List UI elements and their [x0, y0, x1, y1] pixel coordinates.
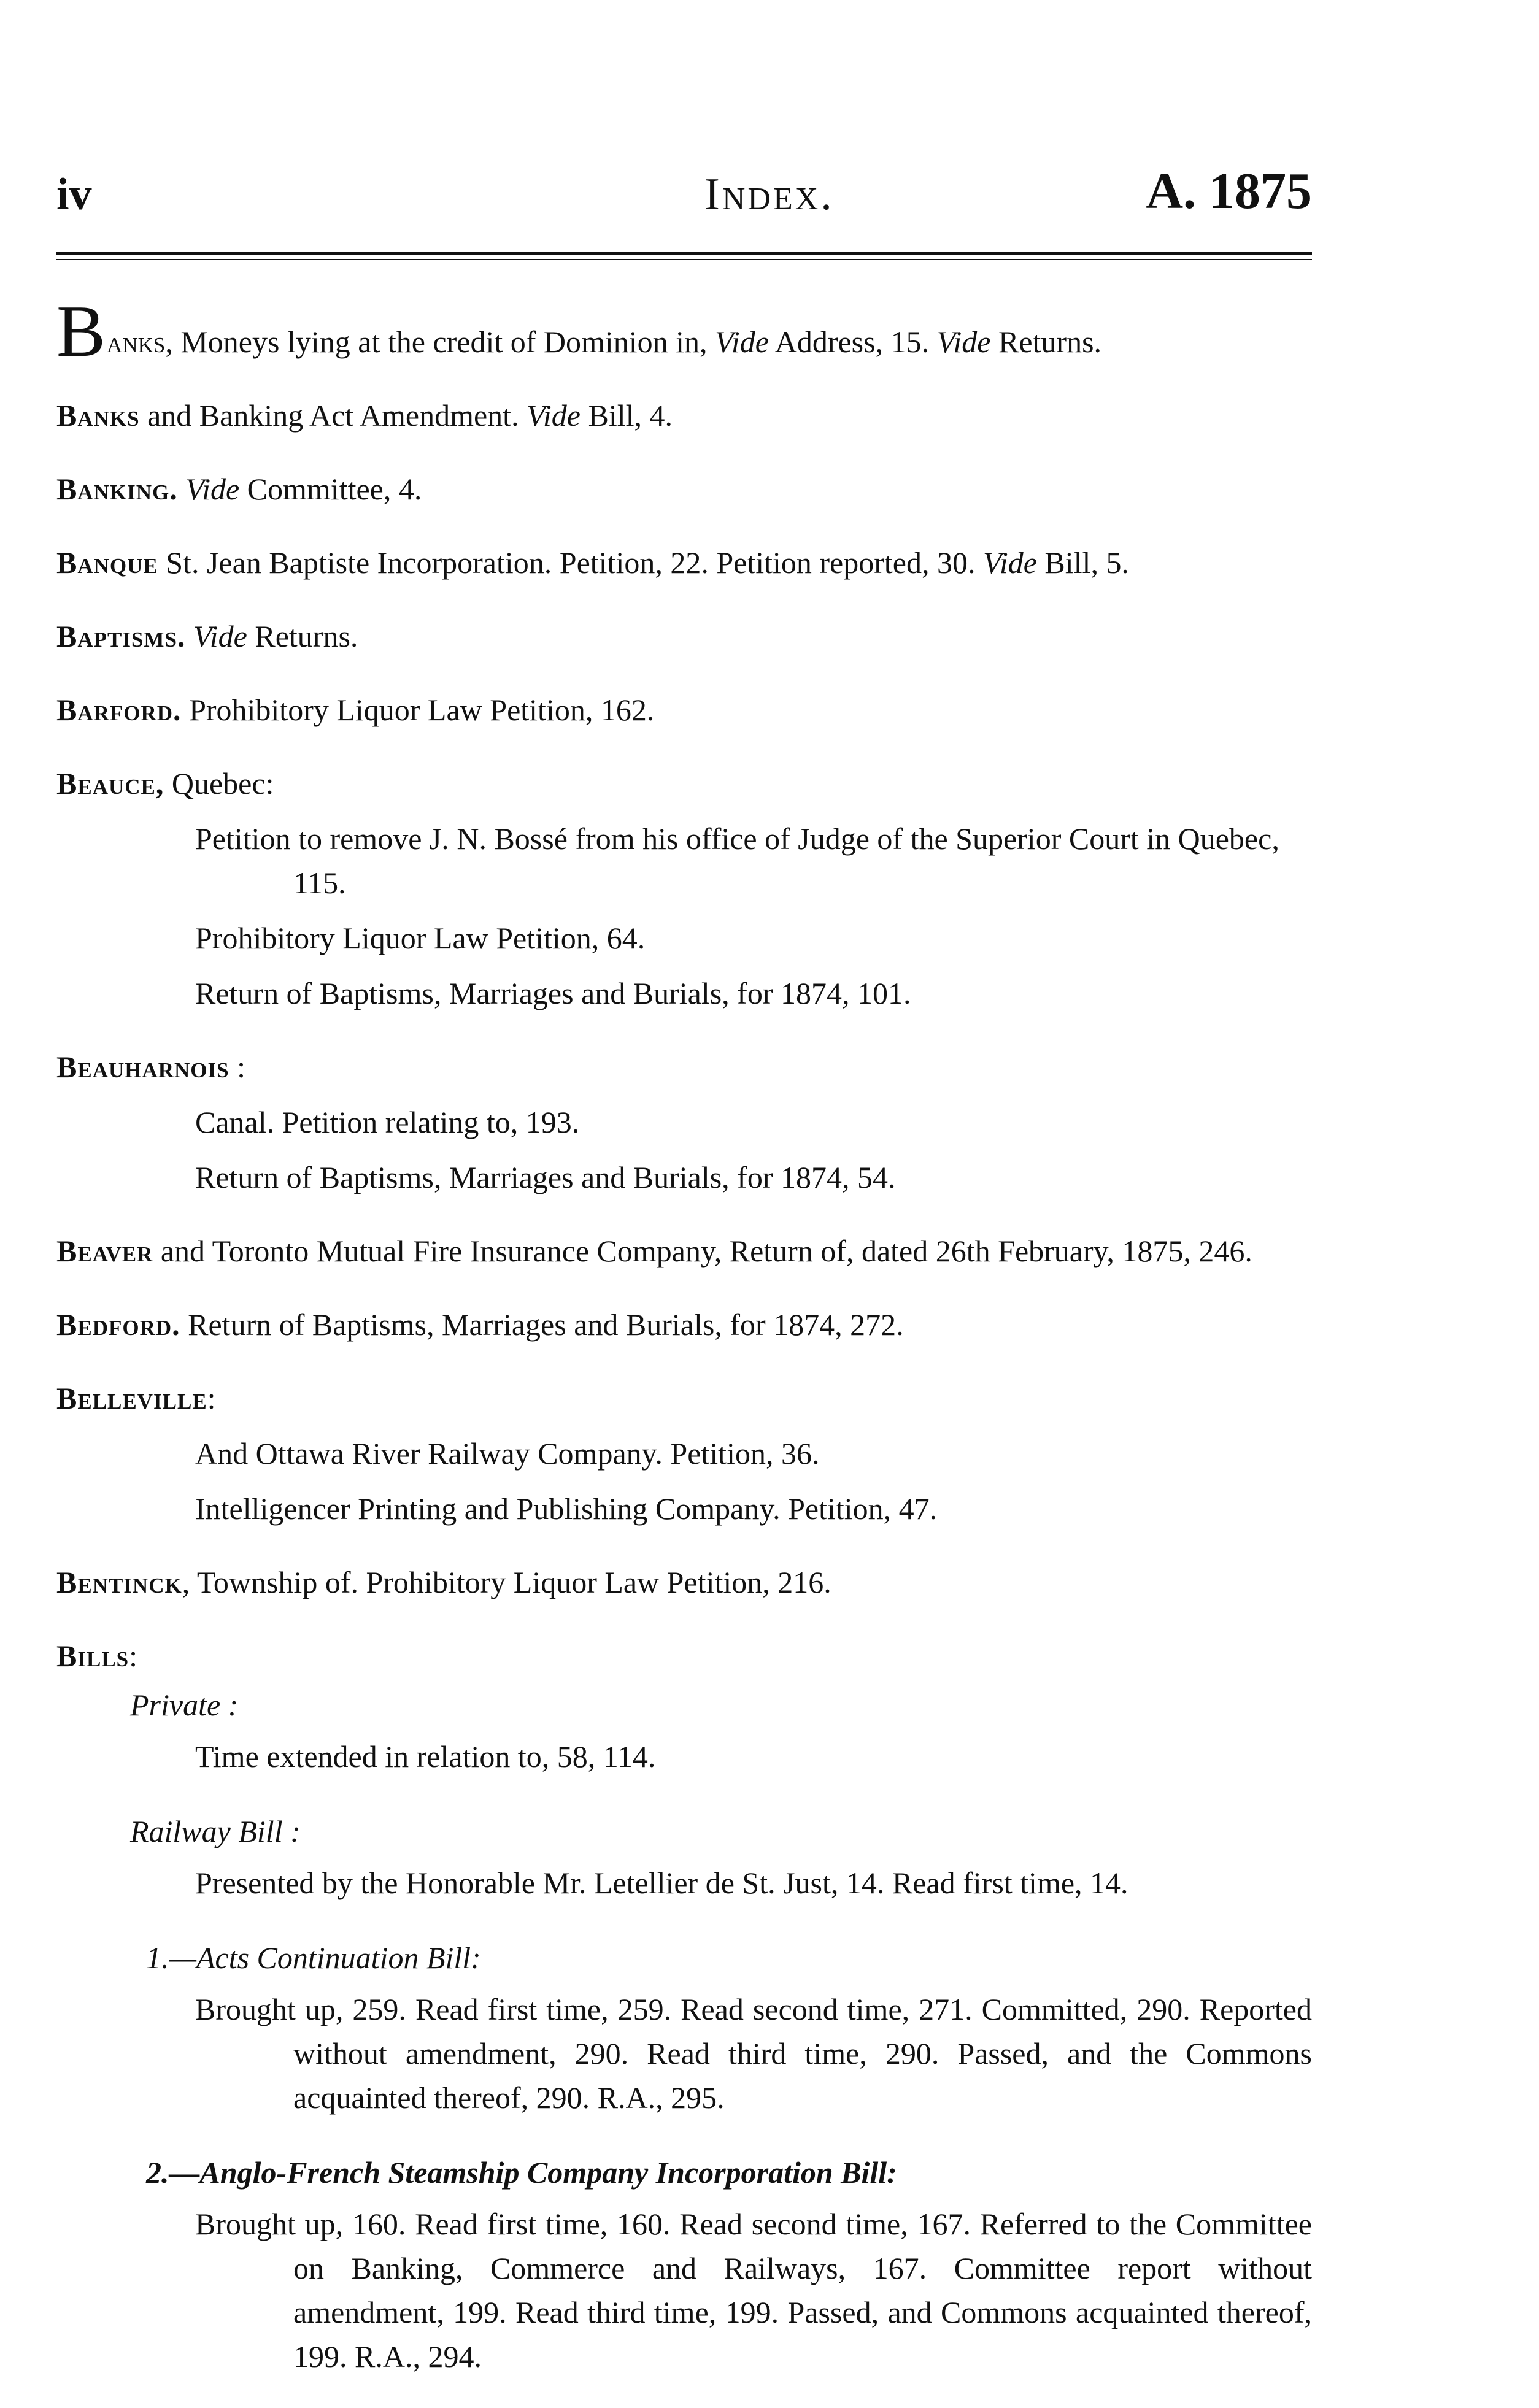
entry-head: Barford.: [56, 693, 182, 727]
entry-head: Belleville: [56, 1381, 207, 1415]
sub-entry: Intelligencer Printing and Publishing Company. Petition, 47.: [195, 1491, 938, 1526]
sub-entry: Return of Baptisms, Marriages and Burials, for 1874, 101.: [195, 976, 911, 1010]
entry-text: :: [207, 1381, 216, 1415]
entry-head: Beauce,: [56, 766, 164, 801]
entry-text: :: [129, 1639, 138, 1673]
entry-text: Address, 15.: [768, 325, 937, 359]
entry-text: Quebec:: [164, 766, 274, 801]
entry-head: Banks: [56, 398, 140, 433]
entry-baptisms: [56, 614, 1312, 658]
bills-private-heading: Private :: [130, 1688, 239, 1722]
entry-text: Bill, 5.: [1036, 545, 1129, 580]
vide-ref: Vide: [983, 545, 1037, 580]
vide-ref: Vide: [526, 398, 580, 433]
entry-text: , Township of. Prohibitory Liquor Law Petition, 216.: [182, 1565, 831, 1599]
page-year: A. 1875: [1146, 163, 1312, 220]
bill-1-text: Brought up, 259. Read first time, 259. Read second time, 271. Committed, 290. Reported without amendment, 290. Read third time, 290. Passed, and the Commons acquainted thereof, 290. R.A., 295.: [195, 1992, 1312, 2115]
bill-1-heading: 1.—Acts Continuation Bill:: [146, 1941, 481, 1975]
drop-cap: B: [56, 290, 106, 372]
bills-private-text: Time extended in relation to, 58, 114.: [195, 1739, 656, 1774]
entry-head: Banque: [56, 545, 158, 580]
entry-beaver: [56, 1229, 1312, 1273]
sub-entry: And Ottawa River Railway Company. Petition, 36.: [195, 1436, 820, 1471]
entry-barford: [56, 688, 1312, 732]
entry-beauce: [56, 761, 1312, 1015]
entry-text: Returns.: [990, 325, 1102, 359]
vide-ref: Vide: [193, 619, 247, 653]
sub-entry: Canal. Petition relating to, 193.: [195, 1105, 580, 1139]
entry-bedford: [56, 1302, 1312, 1347]
entry-head: Bills: [56, 1639, 129, 1673]
entry-text: Prohibitory Liquor Law Petition, 162.: [181, 693, 655, 727]
sub-entry: Petition to remove J. N. Bossé from his office of Judge of the Superior Court in Quebec, 115.: [195, 821, 1279, 900]
page-number: iv: [56, 169, 92, 220]
entry-head: Beauharnois: [56, 1050, 230, 1084]
entry-banks: [56, 290, 1312, 372]
entry-text: and Toronto Mutual Fire Insurance Company, Return of, dated 26th February, 1875, 246.: [153, 1234, 1252, 1268]
entry-head: Baptisms.: [56, 619, 186, 653]
entry-bills: [56, 1634, 1312, 2379]
entry-head: Banking.: [56, 472, 178, 506]
page-title: Index.: [704, 169, 835, 220]
sub-entry: Prohibitory Liquor Law Petition, 64.: [195, 921, 646, 955]
entry-banque: [56, 540, 1312, 585]
entry-text: Committee, 4.: [239, 472, 422, 506]
sub-entry: Return of Baptisms, Marriages and Burials, for 1874, 54.: [195, 1160, 896, 1194]
bills-railway-heading: Railway Bill :: [130, 1814, 301, 1848]
bill-2-heading: 2.—Anglo-French Steamship Company Incorporation Bill:: [146, 2155, 897, 2190]
header-rule-thick: [56, 252, 1312, 255]
vide-ref: Vide: [715, 325, 769, 359]
entry-head: anks: [107, 325, 166, 359]
vide-ref: Vide: [936, 325, 991, 359]
entry-head: Bentinck: [56, 1565, 182, 1599]
entry-text: :: [229, 1050, 246, 1084]
bill-2-text: Brought up, 160. Read first time, 160. Read second time, 167. Referred to the Committee on Banking, Commerce and Railways, 167. Committee report without amendment, 199. Read third time, 199. Passed, and Commons acquainted thereof, 199. R.A., 294.: [195, 2207, 1312, 2374]
index-body: [56, 290, 1312, 2408]
entry-text: and Banking Act Amendment.: [139, 398, 527, 433]
entry-banking: [56, 467, 1312, 511]
vide-ref: Vide: [185, 472, 240, 506]
entry-text: Return of Baptisms, Marriages and Burials, for 1874, 272.: [180, 1307, 904, 1342]
entry-text: St. Jean Baptiste Incorporation. Petition, 22. Petition reported, 30.: [158, 545, 983, 580]
entry-head: Bedford.: [56, 1307, 180, 1342]
entry-text: Bill, 4.: [580, 398, 673, 433]
entry-head: Beaver: [56, 1234, 153, 1268]
header-rule-thin: [56, 259, 1312, 260]
entry-text: Returns.: [247, 619, 358, 653]
entry-belleville: [56, 1376, 1312, 1531]
entry-beauharnois: [56, 1045, 1312, 1199]
entry-banks-banking: [56, 393, 1312, 437]
entry-text: , Moneys lying at the credit of Dominion in,: [165, 325, 716, 359]
bills-railway-text: Presented by the Honorable Mr. Letellier de St. Just, 14. Read first time, 14.: [195, 1866, 1128, 1900]
entry-bentinck: [56, 1560, 1312, 1604]
